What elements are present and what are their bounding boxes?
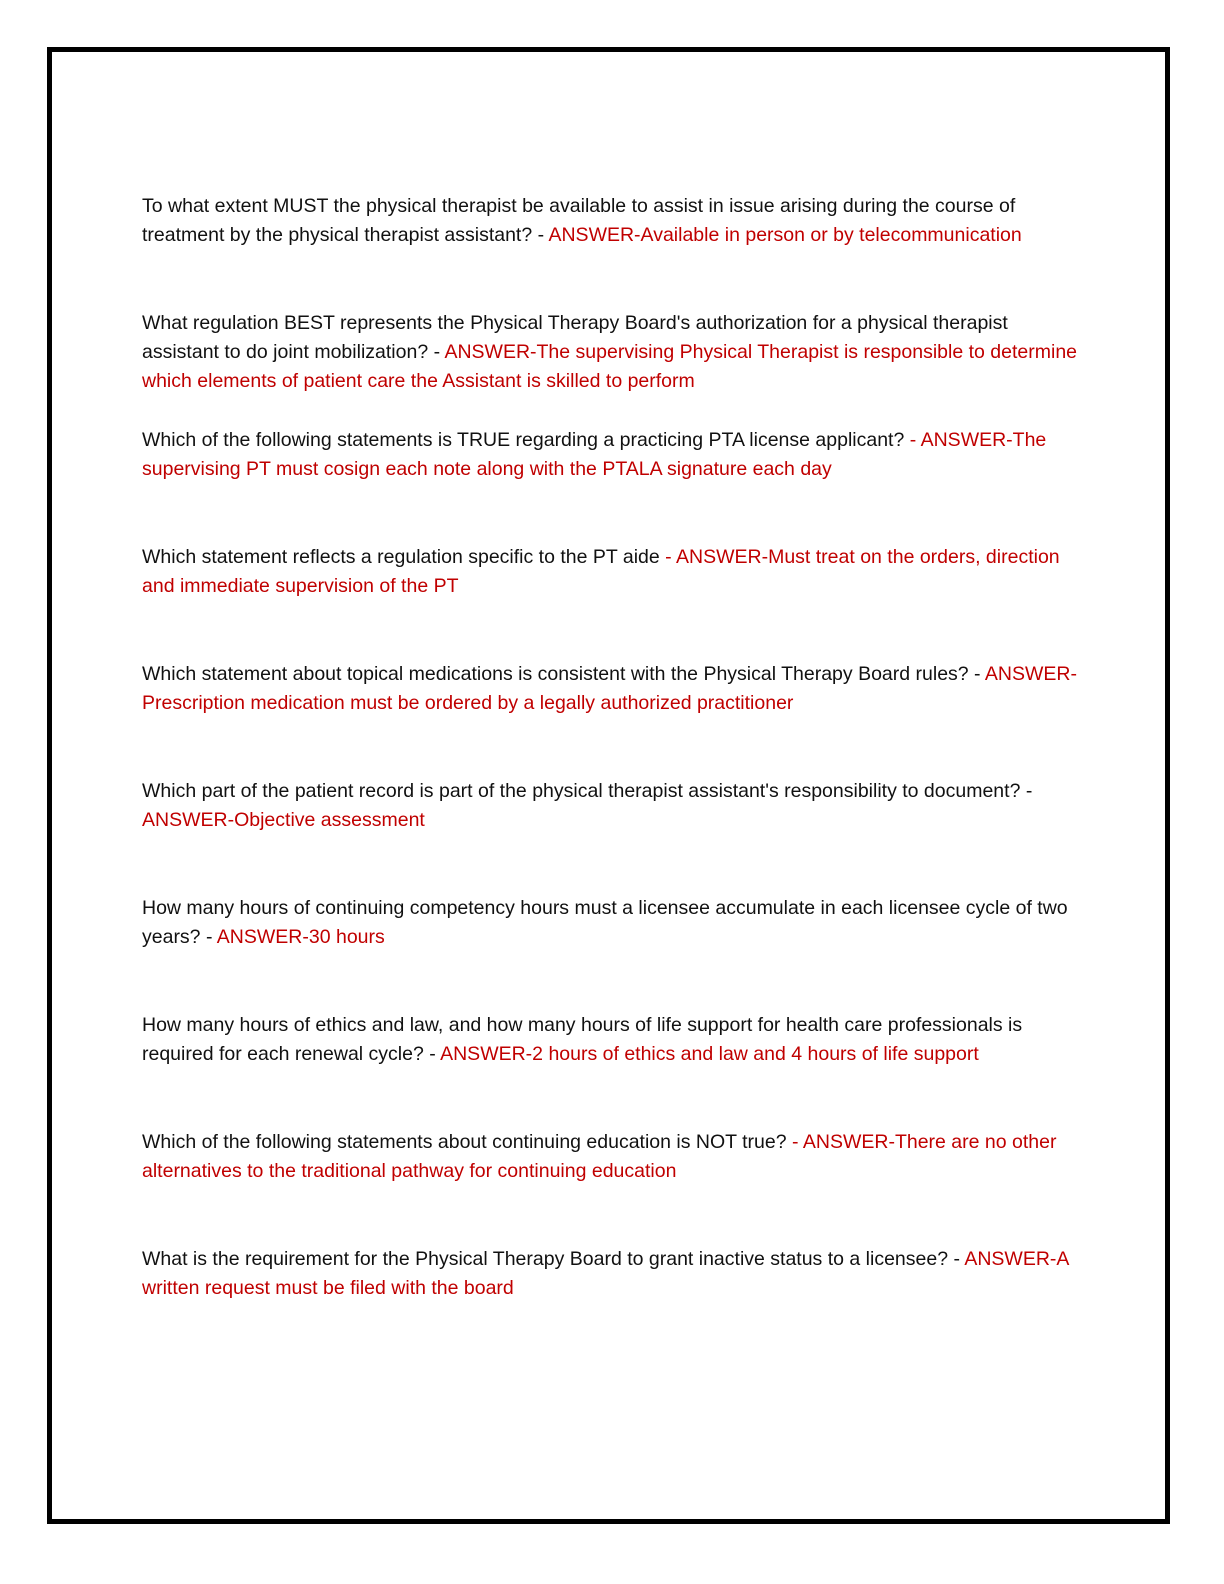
qa-item <box>142 1011 1082 1128</box>
separator: - <box>904 429 921 451</box>
qa-item <box>142 309 1082 426</box>
qa-list <box>142 192 1082 1362</box>
question-text: Which part of the patient record is part of the physical therapist assistant's responsibility to document? <box>142 780 1021 802</box>
qa-item <box>142 192 1082 309</box>
question-text: How many hours of ethics and law, and how many hours of life support for health care professionals is required for each renewal cycle? <box>142 1014 1023 1065</box>
question-text: What regulation BEST represents the Physical Therapy Board's authorization for a physical therapist assistant to do joint mobilization? <box>142 312 1008 363</box>
answer-text: ANSWER-Objective assessment <box>142 809 425 831</box>
answer-text: ANSWER-A written request must be filed with the board <box>142 1248 1069 1299</box>
answer-text: ANSWER-The supervising PT must cosign each note along with the PTALA signature each day <box>142 429 1047 480</box>
answer-text: ANSWER-Available in person or by telecommunication <box>548 224 1022 246</box>
question-text: What is the requirement for the Physical Therapy Board to grant inactive status to a licensee? <box>142 1248 949 1270</box>
answer-text: ANSWER-There are no other alternatives to the traditional pathway for continuing education <box>142 1131 1057 1182</box>
answer-text: ANSWER-2 hours of ethics and law and 4 hours of life support <box>440 1043 979 1065</box>
separator: - <box>948 1248 965 1270</box>
separator: - <box>1020 780 1033 802</box>
separator: - <box>786 1131 803 1153</box>
answer-text: ANSWER-The supervising Physical Therapist is responsible to determine which elements of patient care the Assistant is skilled to perform <box>142 341 1078 392</box>
question-text: Which statement about topical medications is consistent with the Physical Therapy Board rules? <box>142 663 969 685</box>
question-text: How many hours of continuing competency hours must a licensee accumulate in each licensee cycle of two years? <box>142 897 1068 948</box>
qa-item <box>142 894 1082 1011</box>
separator: - <box>659 546 676 568</box>
separator: - <box>532 224 549 246</box>
question-text: Which statement reflects a regulation specific to the PT aide <box>142 546 660 568</box>
answer-text: ANSWER-Must treat on the orders, direction and immediate supervision of the PT <box>142 546 1060 597</box>
qa-item <box>142 660 1082 777</box>
question-text: To what extent MUST the physical therapist be available to assist in issue arising during the course of treatment by the physical therapist assistant? <box>142 195 1016 246</box>
question-text: Which of the following statements about continuing education is NOT true? <box>142 1131 787 1153</box>
qa-item <box>142 426 1082 543</box>
qa-item <box>142 1128 1082 1245</box>
qa-item <box>142 1245 1082 1362</box>
question-text: Which of the following statements is TRUE regarding a practicing PTA license applicant? <box>142 429 905 451</box>
separator: - <box>428 341 445 363</box>
qa-item <box>142 777 1082 894</box>
separator: - <box>968 663 985 685</box>
qa-item <box>142 543 1082 660</box>
answer-text: ANSWER-30 hours <box>216 926 385 948</box>
answer-text: ANSWER-Prescription medication must be ordered by a legally authorized practitioner <box>142 663 1077 714</box>
separator: - <box>200 926 217 948</box>
separator: - <box>423 1043 441 1065</box>
